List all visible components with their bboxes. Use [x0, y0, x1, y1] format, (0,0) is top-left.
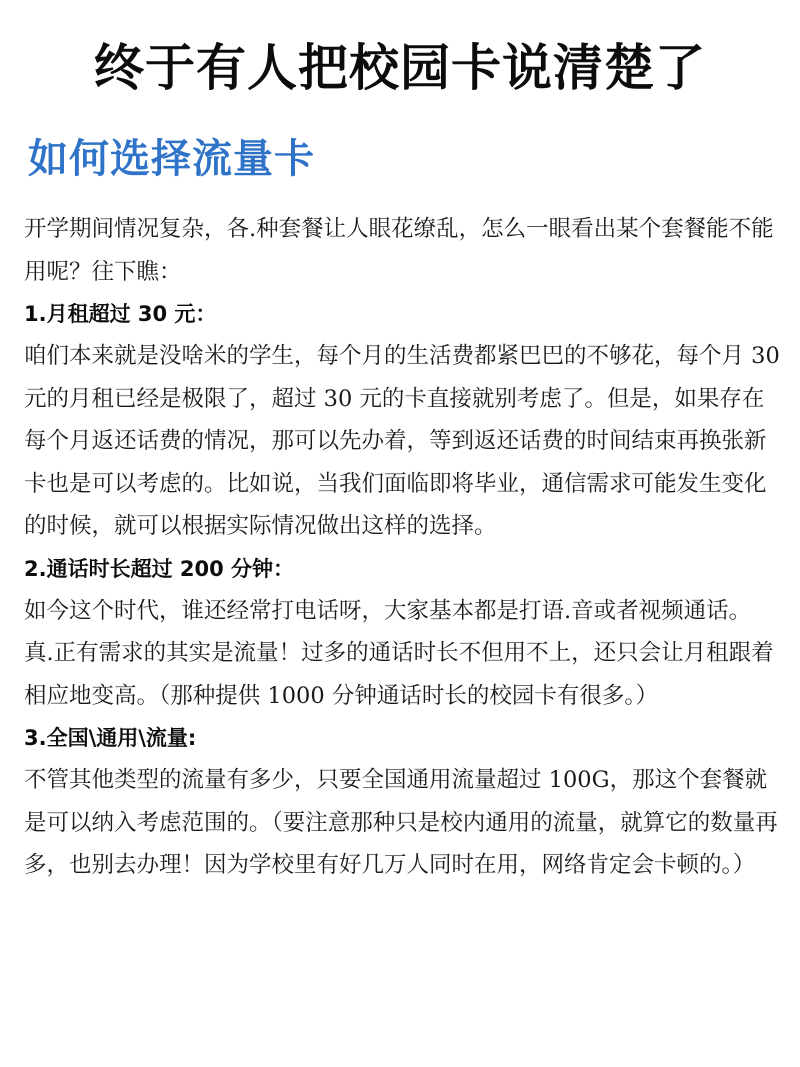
item-heading-1: 1.月租超过 30 元：	[24, 302, 217, 326]
item-body-2: 如今这个时代，谁还经常打电话呀，大家基本都是打语.音或者视频通话。真.正有需求的其实是流量！过多的通话时长不但用不上，还只会让月租跟着相应地变高。（那种提供 1000 分钟通话时长的校园卡有很多。）	[24, 597, 774, 709]
intro-paragraph: 开学期间情况复杂，各.种套餐让人眼花缭乱，怎么一眼看出某个套餐能不能用呢？往下瞧：	[24, 216, 774, 285]
item-body-3: 不管其他类型的流量有多少，只要全国通用流量超过 100G，那这个套餐就是可以纳入考虑范围的。（要注意那种只是校内通用的流量，就算它的数量再多，也别去办理！因为学校里有好几万人同时在用，网络肯定会卡顿的。）	[24, 767, 778, 878]
page-title: 终于有人把校园卡说清楚了	[94, 39, 706, 97]
article-content	[24, 208, 780, 887]
item-body-1: 咱们本来就是没啥米的学生，每个月的生活费都紧巴巴的不够花，每个月 30 元的月租已经是极限了，超过 30 元的卡直接就别考虑了。但是，如果存在每个月返还话费的情况，那可以先办着，等到返还话费的时间结束再换张新卡也是可以考虑的。比如说，当我们面临即将毕业，通信需求可能发生变化的时候，就可以根据实际情况做出这样的选择。	[24, 343, 780, 539]
item-heading-2: 2.通话时长超过 200 分钟：	[24, 556, 295, 581]
item-heading-3: 3.全国\通用\流量:	[24, 726, 197, 750]
section-subtitle: 如何选择流量卡	[28, 136, 315, 182]
